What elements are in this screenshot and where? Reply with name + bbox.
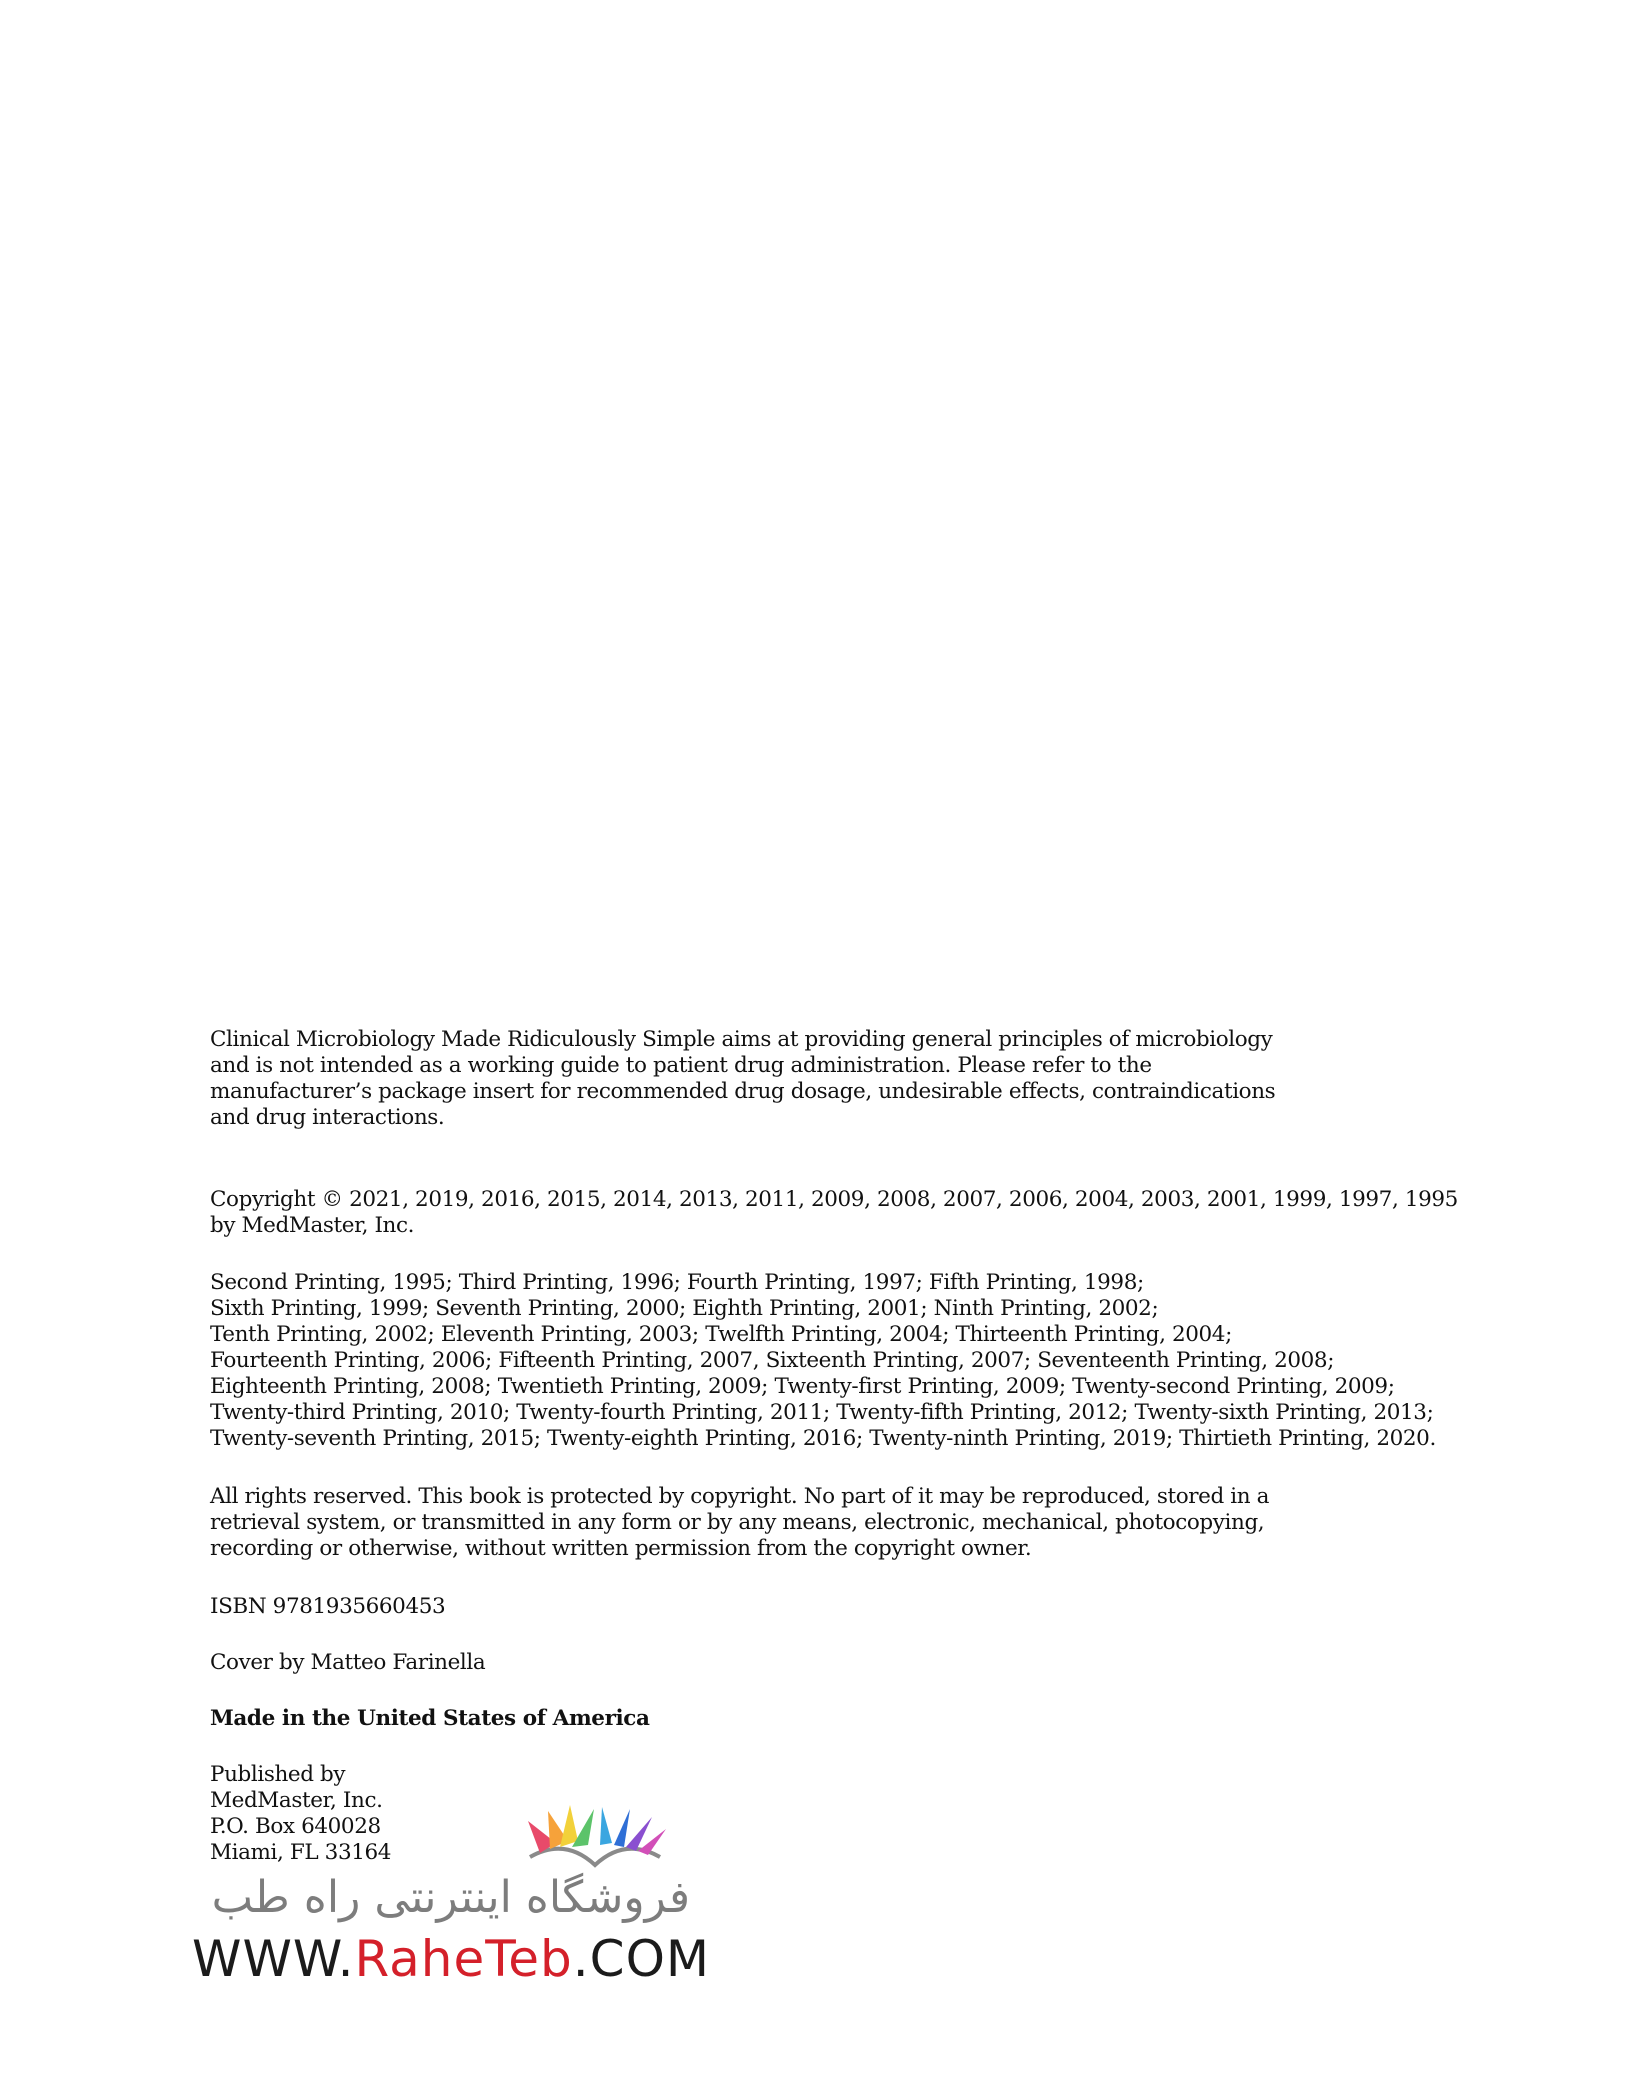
rights-reserved-paragraph <box>210 1484 1410 1562</box>
publisher-line: Miami, FL 33164 <box>210 1840 392 1865</box>
cover-credit <box>210 1650 1410 1676</box>
disclaimer-line: Clinical Microbiology Made Ridiculously Simple aims at providing general principles of microbiology <box>210 1027 1273 1052</box>
printing-line: Twenty-seventh Printing, 2015; Twenty-eighth Printing, 2016; Twenty-ninth Printing, 2019; Thirtieth Printing, 2020. <box>210 1426 1436 1451</box>
publisher-line: P.O. Box 640028 <box>210 1814 381 1839</box>
publisher-line: MedMaster, Inc. <box>210 1788 383 1813</box>
made-in-text: Made in the United States of America <box>210 1706 650 1731</box>
watermark-url-suffix: .COM <box>572 1930 711 1988</box>
disclaimer-line: and drug interactions. <box>210 1105 445 1130</box>
watermark-url <box>192 1930 710 1988</box>
rights-line: All rights reserved. This book is protected by copyright. No part of it may be reproduced, stored in a <box>210 1484 1270 1509</box>
printing-line: Twenty-third Printing, 2010; Twenty-fourth Printing, 2011; Twenty-fifth Printing, 2012; Twenty-sixth Printing, 2013; <box>210 1400 1434 1425</box>
publisher-line: Published by <box>210 1762 346 1787</box>
printing-line: Eighteenth Printing, 2008; Twentieth Printing, 2009; Twenty-first Printing, 2009; Twenty-second Printing, 2009; <box>210 1374 1395 1399</box>
cover-credit-text: Cover by Matteo Farinella <box>210 1650 486 1675</box>
printing-line: Sixth Printing, 1999; Seventh Printing, 2000; Eighth Printing, 2001; Ninth Printing, 2002; <box>210 1296 1159 1321</box>
printing-history <box>210 1270 1436 1452</box>
made-in-statement <box>210 1706 1410 1732</box>
watermark-url-brand: RaheTeb <box>354 1930 573 1988</box>
copyright-line: by MedMaster, Inc. <box>210 1213 415 1238</box>
isbn-text: ISBN 9781935660453 <box>210 1594 446 1619</box>
rights-line: recording or otherwise, without written permission from the copyright owner. <box>210 1536 1032 1561</box>
printing-line: Second Printing, 1995; Third Printing, 1996; Fourth Printing, 1997; Fifth Printing, 1998; <box>210 1270 1144 1295</box>
isbn <box>210 1594 1410 1620</box>
disclaimer-paragraph <box>210 1027 1410 1131</box>
disclaimer-line: manufacturer’s package insert for recommended drug dosage, undesirable effects, contraindications <box>210 1079 1276 1104</box>
disclaimer-line: and is not intended as a working guide to patient drug administration. Please refer to the <box>210 1053 1152 1078</box>
printing-line: Fourteenth Printing, 2006; Fifteenth Printing, 2007, Sixteenth Printing, 2007; Seventeenth Printing, 2008; <box>210 1348 1335 1373</box>
raheteb-watermark <box>180 1780 711 2000</box>
rights-line: retrieval system, or transmitted in any form or by any means, electronic, mechanical, photocopying, <box>210 1510 1265 1535</box>
watermark-url-prefix: WWW. <box>192 1930 355 1988</box>
watermark-persian-text: فروشگاه اینترنتی راه طب <box>211 1872 690 1923</box>
copyright-line: Copyright © 2021, 2019, 2016, 2015, 2014, 2013, 2011, 2009, 2008, 2007, 2006, 2004, 2003, 2001, 1999, 1997, 1995 <box>210 1187 1458 1212</box>
printing-line: Tenth Printing, 2002; Eleventh Printing, 2003; Twelfth Printing, 2004; Thirteenth Printing, 2004; <box>210 1322 1232 1347</box>
copyright-notice <box>210 1187 1458 1239</box>
open-book-logo-icon <box>510 1795 680 1870</box>
